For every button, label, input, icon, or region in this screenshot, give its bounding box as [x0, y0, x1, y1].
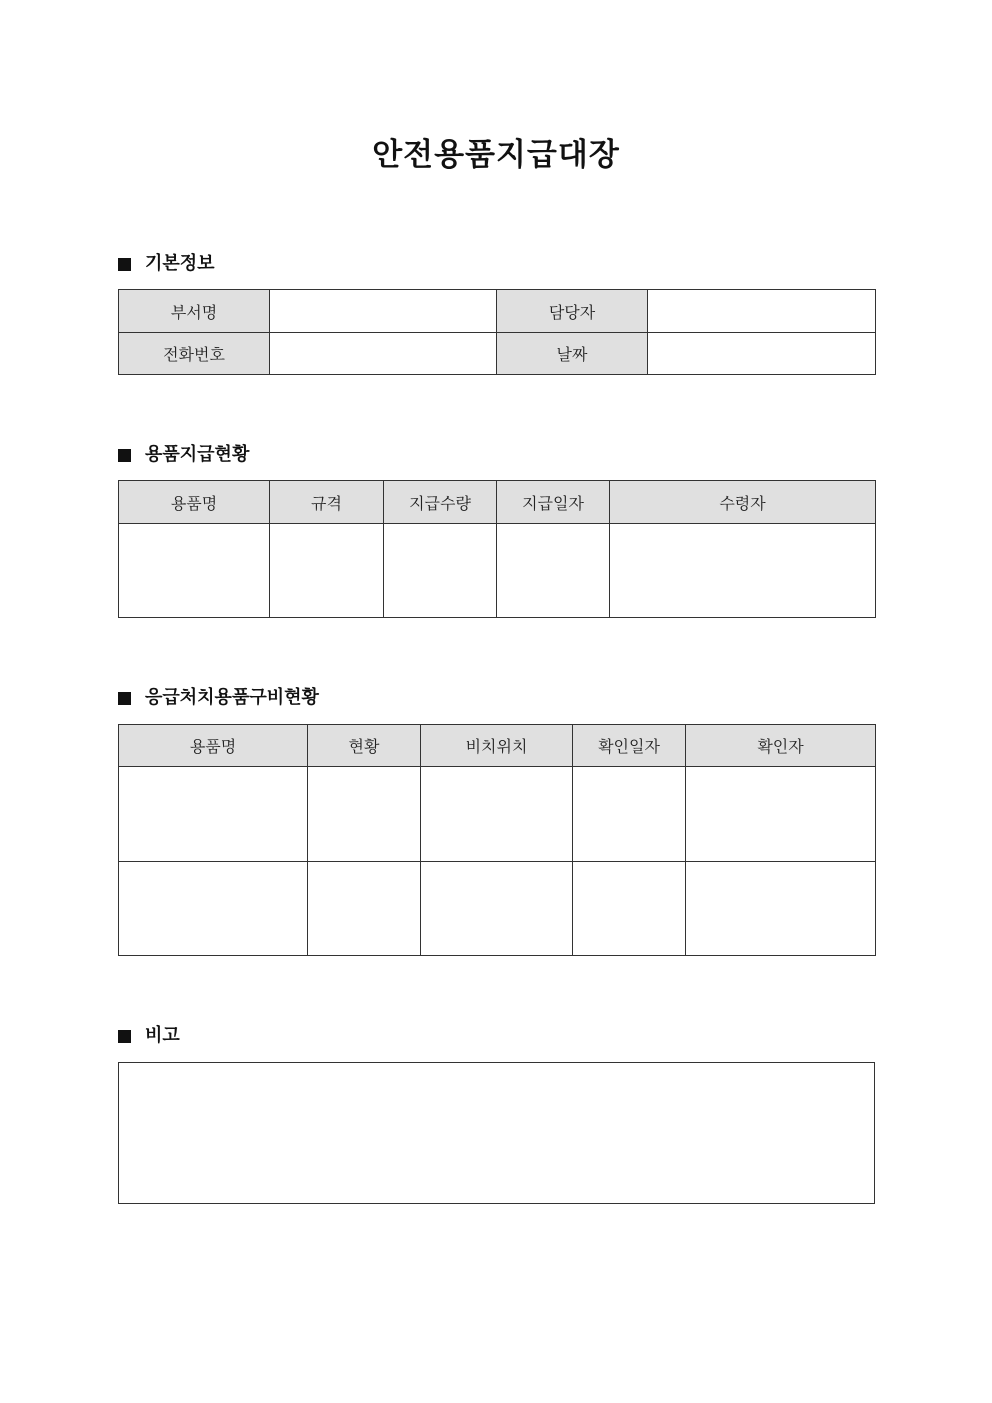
- department-label: 부서명: [119, 290, 270, 333]
- square-bullet-icon: [118, 258, 131, 271]
- column-header: 규격: [270, 481, 384, 524]
- table-cell[interactable]: [497, 524, 610, 618]
- column-header: 확인자: [686, 725, 876, 767]
- column-header: 현황: [308, 725, 421, 767]
- manager-label: 담당자: [497, 290, 648, 333]
- table-row: [119, 290, 876, 333]
- table-cell[interactable]: [270, 524, 384, 618]
- square-bullet-icon: [118, 449, 131, 462]
- date-field[interactable]: [648, 333, 876, 375]
- first-aid-heading-label: 응급처치용품구비현황: [145, 687, 319, 708]
- basic-info-heading: [118, 252, 215, 276]
- table-row: [119, 333, 876, 375]
- column-header: 비치위치: [421, 725, 573, 767]
- first-aid-table: [118, 724, 876, 956]
- basic-info-heading-label: 기본정보: [145, 253, 215, 274]
- table-cell[interactable]: [421, 862, 573, 956]
- table-cell[interactable]: [686, 862, 876, 956]
- table-cell[interactable]: [573, 862, 686, 956]
- notes-field[interactable]: [118, 1062, 875, 1204]
- phone-field[interactable]: [270, 333, 497, 375]
- supply-status-heading-label: 용품지급현황: [145, 444, 250, 465]
- page-title: 안전용품지급대장: [372, 137, 620, 173]
- table-cell[interactable]: [119, 524, 270, 618]
- column-header: 지급수량: [384, 481, 497, 524]
- table-cell[interactable]: [119, 767, 308, 862]
- basic-info-table: [118, 289, 876, 375]
- table-cell[interactable]: [119, 862, 308, 956]
- notes-heading: [118, 1024, 180, 1048]
- table-cell[interactable]: [421, 767, 573, 862]
- table-cell[interactable]: [573, 767, 686, 862]
- first-aid-heading: [118, 686, 319, 710]
- table-row: [119, 767, 876, 862]
- date-label: 날짜: [497, 333, 648, 375]
- column-header: 확인일자: [573, 725, 686, 767]
- column-header: 수령자: [610, 481, 876, 524]
- supply-status-table: [118, 480, 876, 618]
- table-cell[interactable]: [308, 862, 421, 956]
- column-header: 용품명: [119, 481, 270, 524]
- manager-field[interactable]: [648, 290, 876, 333]
- table-cell[interactable]: [686, 767, 876, 862]
- supply-status-heading: [118, 443, 249, 467]
- column-header: 지급일자: [497, 481, 610, 524]
- square-bullet-icon: [118, 1030, 131, 1043]
- table-cell[interactable]: [610, 524, 876, 618]
- column-header: 용품명: [119, 725, 308, 767]
- table-row: [119, 524, 876, 618]
- table-header-row: [119, 725, 876, 767]
- notes-heading-label: 비고: [145, 1025, 180, 1046]
- table-row: [119, 862, 876, 956]
- table-header-row: [119, 481, 876, 524]
- table-cell[interactable]: [384, 524, 497, 618]
- phone-label: 전화번호: [119, 333, 270, 375]
- square-bullet-icon: [118, 692, 131, 705]
- table-cell[interactable]: [308, 767, 421, 862]
- department-field[interactable]: [270, 290, 497, 333]
